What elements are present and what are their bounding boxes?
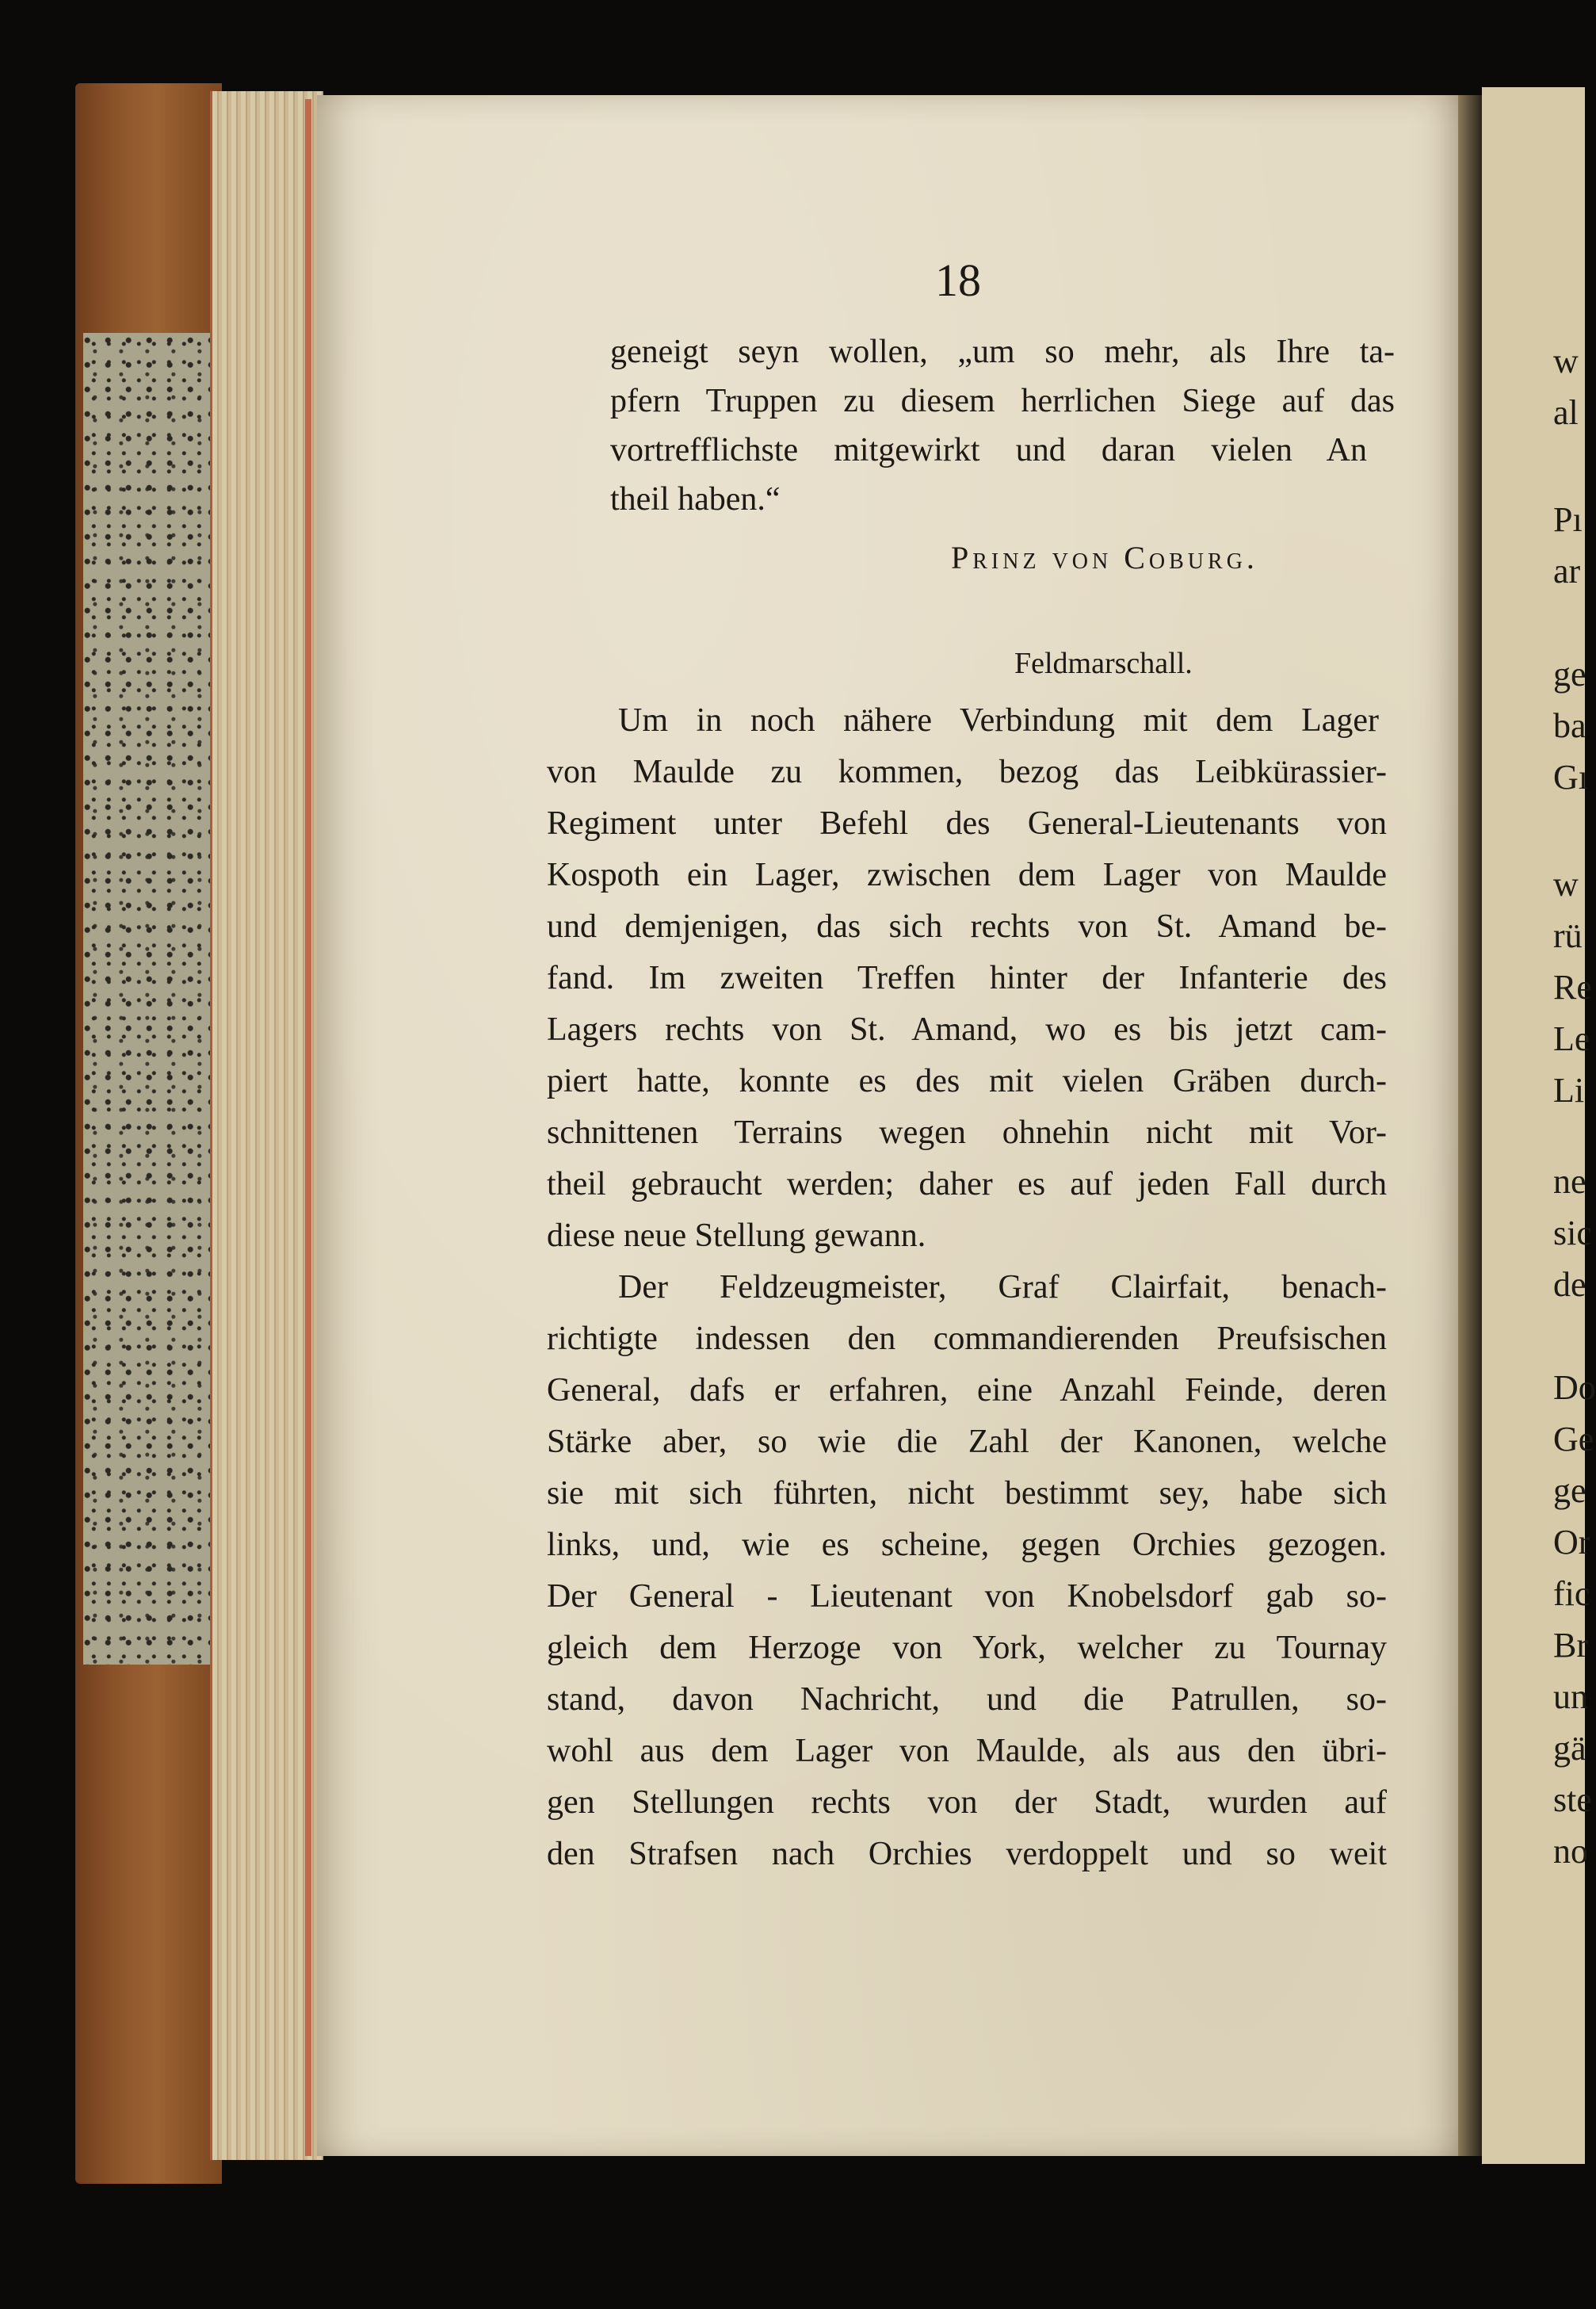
signature-title: Feldmarschall. <box>1014 647 1193 680</box>
paragraph-line: Um in noch nähere Verbindung mit dem Lager <box>618 702 1379 739</box>
book-gutter <box>1458 95 1482 2156</box>
paragraph-line: diese neue Stellung gewann. <box>547 1218 926 1254</box>
paragraph-line: und demjenigen, das sich rechts von St. Amand be- <box>547 908 1387 945</box>
quote-line: geneigt seyn wollen, „um so mehr, als Ihre ta- <box>610 334 1395 370</box>
paragraph-line: Regiment unter Befehl des General-Lieutenants von <box>547 805 1387 842</box>
next-page-fragment: Li <box>1553 1071 1585 1110</box>
next-page-fragment: Br <box>1553 1626 1588 1665</box>
next-page-fragment: rü <box>1553 916 1583 955</box>
paragraph-line: fand. Im zweiten Treffen hinter der Infanterie des <box>547 960 1387 996</box>
next-page-fragment: ba <box>1553 706 1586 745</box>
next-page-fragment: sic <box>1553 1214 1592 1252</box>
red-page-edge <box>305 99 311 2156</box>
next-page-fragment: ge <box>1553 655 1586 694</box>
next-page-fragment: un <box>1553 1677 1588 1716</box>
next-page-fragment: ste <box>1553 1780 1592 1819</box>
next-page-fragment: gä <box>1553 1729 1586 1768</box>
paragraph-line: den Strafsen nach Orchies verdoppelt und so weit <box>547 1836 1387 1872</box>
paragraph-line: Lagers rechts von St. Amand, wo es bis jetzt cam- <box>547 1011 1387 1048</box>
next-page-fragment: Ge <box>1553 1420 1594 1458</box>
next-page-fragment: ar <box>1553 552 1581 591</box>
paragraph-line: Stärke aber, so wie die Zahl der Kanonen, welche <box>547 1424 1387 1460</box>
signature: Prinz von Coburg. <box>951 540 1258 575</box>
paragraph-line: richtigte indessen den commandierenden Preufsischen <box>547 1321 1387 1357</box>
next-page-fragment: no <box>1553 1832 1588 1871</box>
paragraph-line: theil gebraucht werden; daher es auf jeden Fall durch <box>547 1166 1387 1202</box>
next-page-fragment: al <box>1553 393 1579 432</box>
next-page-fragment: ne <box>1553 1162 1586 1201</box>
paragraph-line: wohl aus dem Lager von Maulde, als aus den übri- <box>547 1733 1387 1769</box>
paragraph-line: General, dafs er erfahren, eine Anzahl Feinde, deren <box>547 1372 1387 1409</box>
paragraph-line: gleich dem Herzoge von York, welcher zu Tournay <box>547 1630 1387 1666</box>
next-page-fragment: de <box>1553 1265 1586 1304</box>
marbled-cover-paper <box>83 333 222 1665</box>
page-number: 18 <box>935 254 981 306</box>
paragraph-line: schnittenen Terrains wegen ohnehin nicht mit Vor- <box>547 1114 1387 1151</box>
paragraph-line: sie mit sich führten, nicht bestimmt sey, habe sich <box>547 1475 1387 1512</box>
next-page-fragment: Re <box>1553 968 1592 1007</box>
quote-line: vortrefflichste mitgewirkt und daran vielen An <box>610 432 1367 468</box>
paragraph-line: Der General - Lieutenant von Knobelsdorf gab so- <box>547 1578 1387 1615</box>
next-page-fragment: w <box>1553 342 1579 380</box>
next-page-fragment: w <box>1553 865 1579 904</box>
next-page-fragment: ge <box>1553 1471 1586 1510</box>
paragraph-line: stand, davon Nachricht, und die Patrullen, so- <box>547 1681 1387 1718</box>
paragraph-line: Der Feldzeugmeister, Graf Clairfait, benach- <box>618 1269 1387 1306</box>
next-page-fragment: Le <box>1553 1019 1590 1058</box>
paragraph-line: gen Stellungen rechts von der Stadt, wurden auf <box>547 1784 1387 1821</box>
next-page-fragment: Gı <box>1553 758 1588 797</box>
paragraph-line: links, und, wie es scheine, gegen Orchies gezogen. <box>547 1527 1387 1563</box>
paragraph-line: von Maulde zu kommen, bezog das Leibkürassier- <box>547 754 1387 790</box>
quote-line: theil haben.“ <box>610 481 781 518</box>
next-page-fragment: Or <box>1553 1523 1590 1562</box>
quote-line: pfern Truppen zu diesem herrlichen Siege auf das <box>610 383 1395 419</box>
paragraph-line: piert hatte, konnte es des mit vielen Gräben durch- <box>547 1063 1387 1099</box>
paragraph-line: Kospoth ein Lager, zwischen dem Lager von Maulde <box>547 857 1387 893</box>
next-page-fragment: Do <box>1553 1368 1596 1407</box>
next-page-fragment: fic <box>1553 1574 1590 1613</box>
next-page-fragment: Pı <box>1553 500 1583 539</box>
